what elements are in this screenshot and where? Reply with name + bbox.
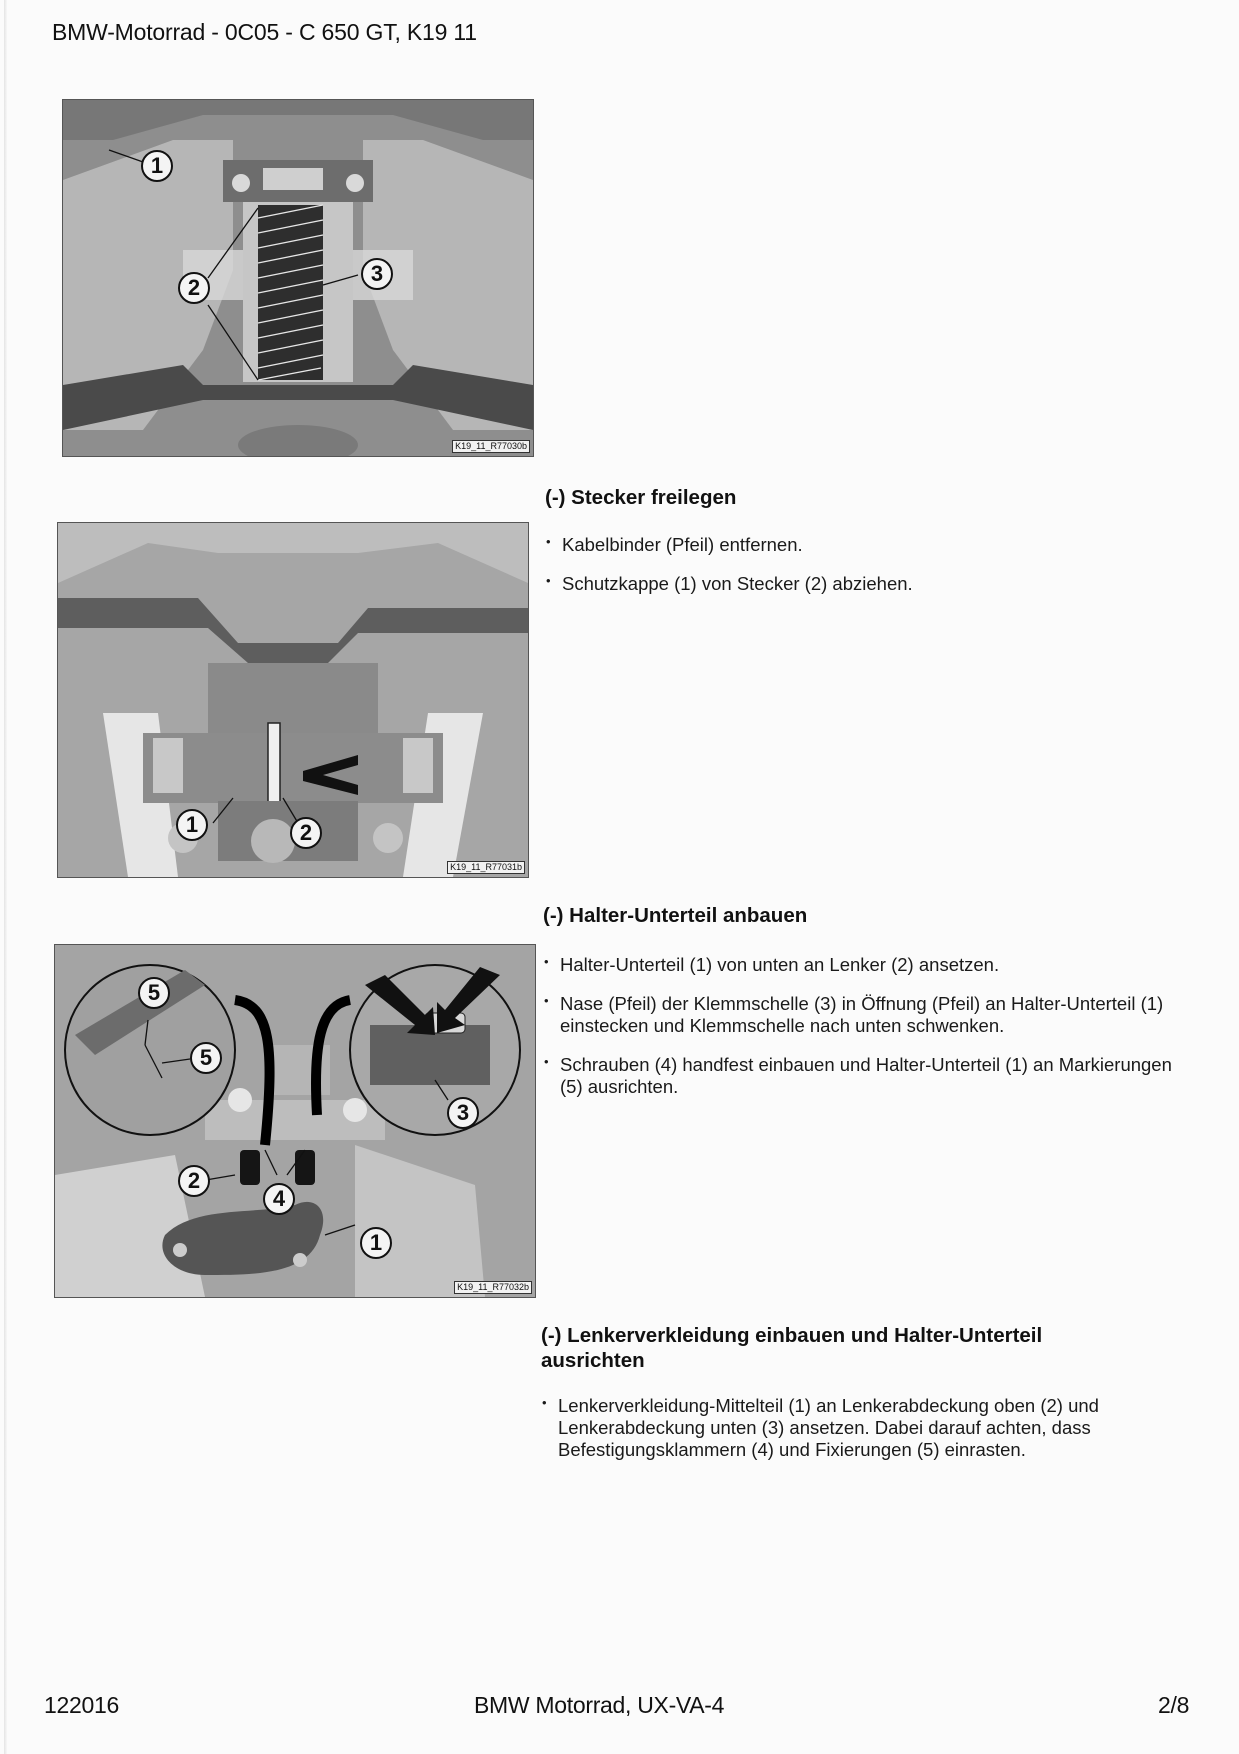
callout-1: 1 <box>176 809 208 841</box>
instruction-item: • Schrauben (4) handfest einbauen und Halter-Unterteil (1) an Markierungen (5) ausrichten. <box>543 1054 1183 1098</box>
section-title-stecker-freilegen: (-) Stecker freilegen <box>545 486 737 509</box>
figure-3-id: K19_11_R77032b <box>454 1281 532 1294</box>
section-3-instructions <box>541 1395 1181 1478</box>
callout-2: 2 <box>290 817 322 849</box>
callout-3: 3 <box>361 258 393 290</box>
section-title-halter-unterteil-anbauen: (-) Halter-Unterteil anbauen <box>543 904 808 927</box>
figure-2-id: K19_11_R77031b <box>447 861 525 874</box>
figure-1-image <box>62 99 534 457</box>
callout-2: 2 <box>178 1165 210 1197</box>
figure-3-image <box>54 944 536 1298</box>
callout-1: 1 <box>141 150 173 182</box>
instruction-item: • Lenkerverkleidung-Mittelteil (1) an Lenkerabdeckung oben (2) und Lenkerabdeckung unten (3) ansetzen. Dabei darauf achten, dass Befestigungsklammern (4) und Fixierungen (5) einrasten. <box>541 1395 1181 1461</box>
callout-1: 1 <box>360 1227 392 1259</box>
footer-page-number: 2/8 <box>1158 1692 1190 1718</box>
section-2-instructions <box>543 954 1183 1115</box>
footer-doc-number: 122016 <box>44 1692 119 1718</box>
figure-1-illustration <box>63 100 533 456</box>
figure-2-image <box>57 522 529 878</box>
instruction-item: • Schutzkappe (1) von Stecker (2) abziehen. <box>545 573 1185 595</box>
callout-3: 3 <box>447 1097 479 1129</box>
section-1-instructions <box>545 534 1185 612</box>
callout-5a: 5 <box>138 977 170 1009</box>
instruction-item: • Kabelbinder (Pfeil) entfernen. <box>545 534 1185 556</box>
callout-5b: 5 <box>190 1042 222 1074</box>
callout-2: 2 <box>178 272 210 304</box>
scan-page-edge <box>4 0 7 1754</box>
document-header-title: BMW-Motorrad - 0C05 - C 650 GT, K19 11 <box>52 19 477 45</box>
figure-1-id: K19_11_R77030b <box>452 440 530 453</box>
instruction-item: • Nase (Pfeil) der Klemmschelle (3) in Öffnung (Pfeil) an Halter-Unterteil (1) einstecken und Klemmschelle nach unten schwenken. <box>543 993 1183 1037</box>
section-title-lenkerverkleidung-einbauen: (-) Lenkerverkleidung einbauen und Halter-Unterteil ausrichten <box>541 1324 1043 1372</box>
instruction-item: • Halter-Unterteil (1) von unten an Lenker (2) ansetzen. <box>543 954 1183 976</box>
footer-center-text: BMW Motorrad, UX-VA-4 <box>474 1692 725 1718</box>
callout-4: 4 <box>263 1183 295 1215</box>
